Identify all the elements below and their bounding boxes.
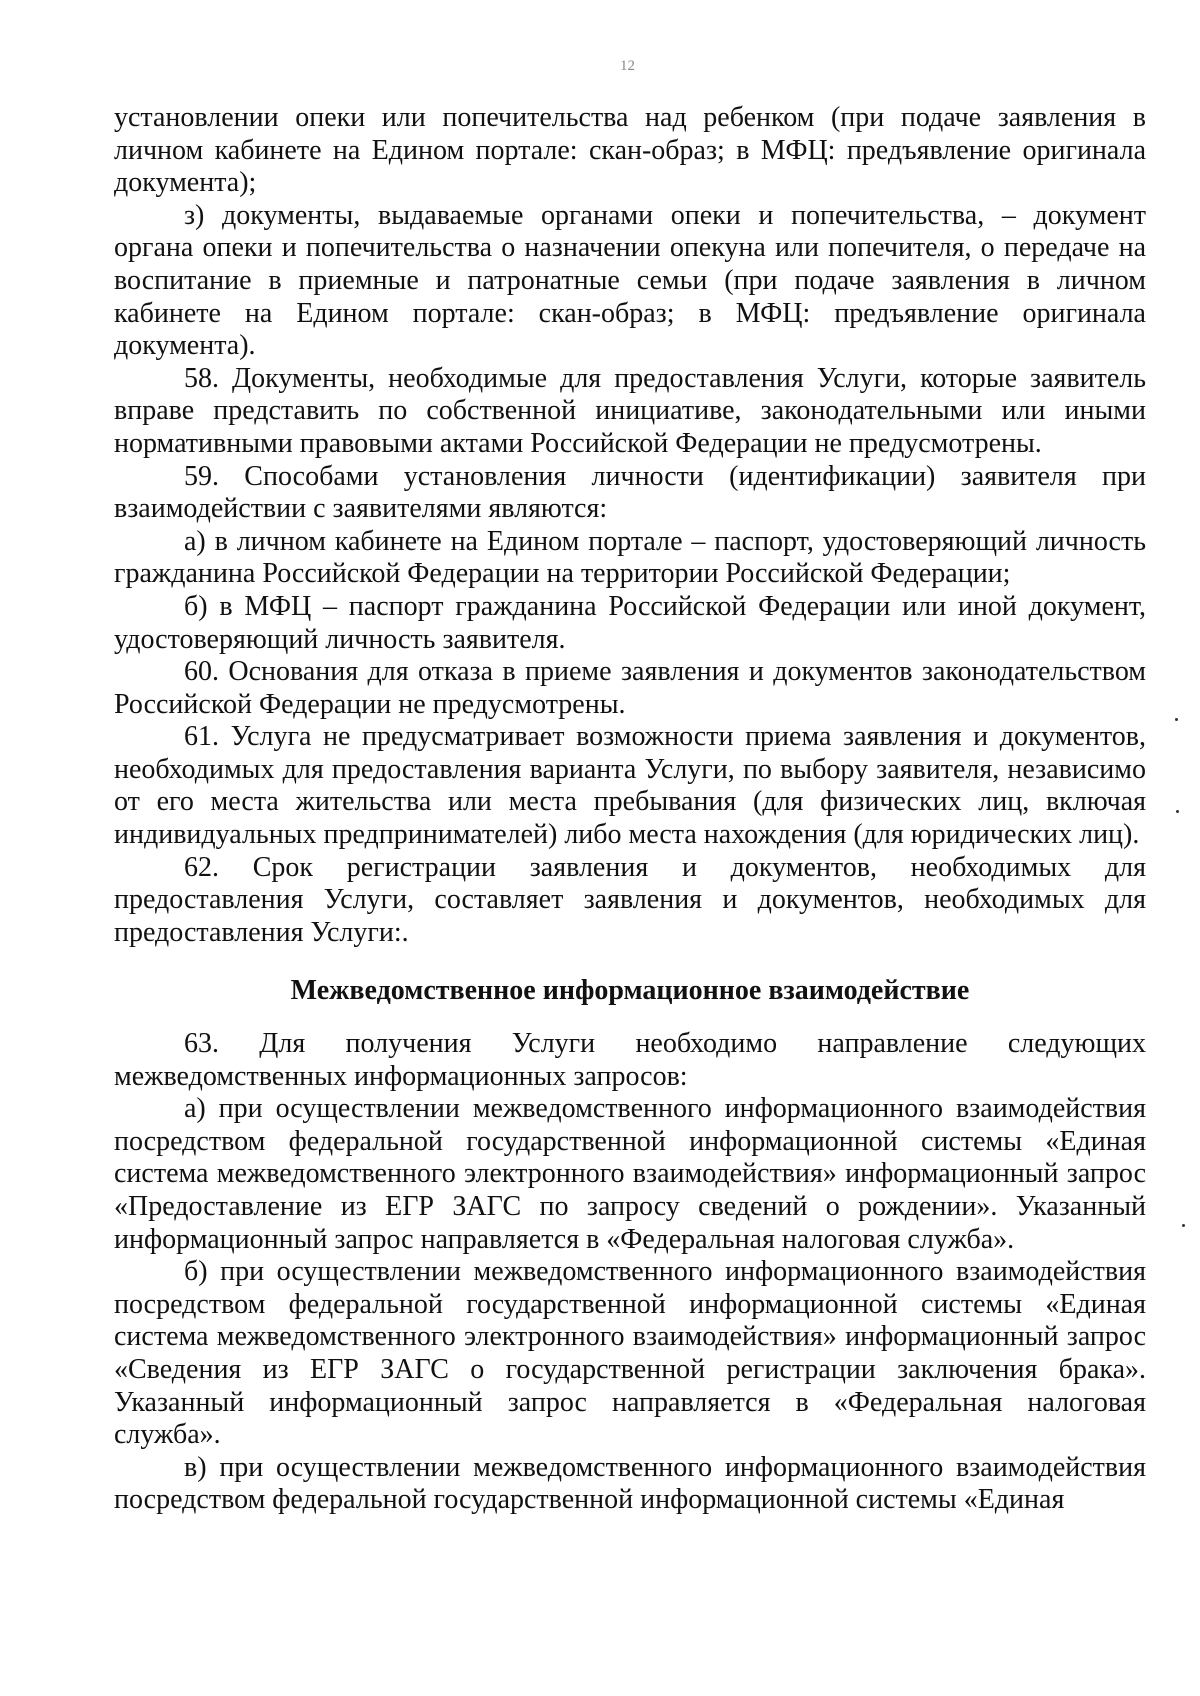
- paragraphs-after-heading: [114, 1028, 1146, 1517]
- paragraph: б) в МФЦ – паспорт гражданина Российской Федерации или иной документ, удостоверяющий личность заявителя.: [114, 590, 1146, 655]
- scan-speck: [1176, 810, 1179, 813]
- paragraph: б) при осуществлении межведомственного информационного взаимодействия посредством федеральной государственной информационной системы «Единая система межведомственного электронного взаимодействия» информационный запрос «Сведения из ЕГР ЗАГС о государственной регистрации заключения брака». Указанный информационный запрос направляется в «Федеральная налоговая служба».: [114, 1256, 1146, 1451]
- paragraph: 60. Основания для отказа в приеме заявления и документов законодательством Российской Федерации не предусмотрены.: [114, 656, 1146, 720]
- paragraph: а) в личном кабинете на Едином портале – паспорт, удостоверяющий личность гражданина Российской Федерации на территории Российской Федерации;: [114, 525, 1146, 590]
- paragraph: в) при осуществлении межведомственного информационного взаимодействия посредством федеральной государственной информационной системы «Единая: [114, 1451, 1146, 1516]
- paragraph: 58. Документы, необходимые для предоставления Услуги, которые заявитель вправе представить по собственной инициативе, законодательными или иными нормативными правовыми актами Российской Федерации не предусмотрены.: [114, 362, 1146, 459]
- paragraph: 63. Для получения Услуги необходимо направление следующих межведомственных информационных запросов:: [114, 1028, 1146, 1092]
- page-number: 12: [620, 58, 635, 74]
- paragraph: а) при осуществлении межведомственного информационного взаимодействия посредством федеральной государственной информационной системы «Единая система межведомственного электронного взаимодействия» информационный запрос «Предоставление из ЕГР ЗАГС по запросу сведений о рождении». Указанный информационный запрос направляется в «Федеральная налоговая служба».: [114, 1093, 1146, 1255]
- paragraph: установлении опеки или попечительства над ребенком (при подаче заявления в личном кабинете на Едином портале: скан-образ; в МФЦ: предъявление оригинала документа);: [114, 102, 1146, 199]
- scan-speck: [1182, 1224, 1185, 1227]
- paragraph: 59. Способами установления личности (идентификации) заявителя при взаимодействии с заявителями являются:: [114, 460, 1146, 525]
- paragraph: 62. Срок регистрации заявления и документов, необходимых для предоставления Услуги, составляет заявления и документов, необходимых для предоставления Услуги:.: [114, 851, 1146, 948]
- document-body: [114, 102, 1146, 1517]
- scan-speck: [1175, 718, 1178, 721]
- section-heading: Межведомственное информационное взаимодействие: [290, 975, 970, 1007]
- paragraph: 61. Услуга не предусматривает возможности приема заявления и документов, необходимых для предоставления варианта Услуги, по выбору заявителя, независимо от его места жительства или места пребывания (для физических лиц, включая индивидуальных предпринимателей) либо места нахождения (для юридических лиц).: [114, 721, 1146, 851]
- paragraphs-before-heading: [114, 102, 1146, 949]
- paragraph: з) документы, выдаваемые органами опеки и попечительства, – документ органа опеки и попечительства о назначении опекуна или попечителя, о передаче на воспитание в приемные и патронатные семьи (при подаче заявления в личном кабинете на Едином портале: скан-образ; в МФЦ: предъявление оригинала документа).: [114, 199, 1146, 362]
